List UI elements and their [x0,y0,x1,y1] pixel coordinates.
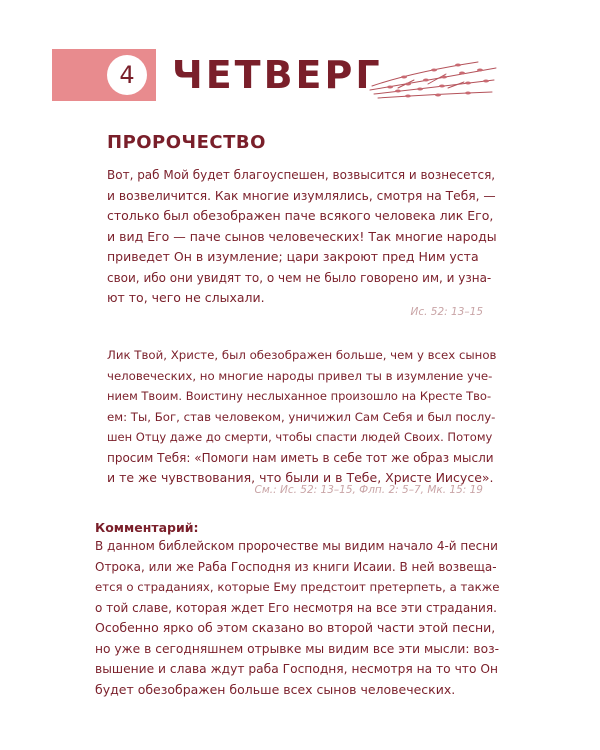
prayer-text [107,345,497,489]
text-line: свои, ибо они увидят то, о чем не было говорено им, и узна- [107,270,492,285]
commentary-title: Комментарий: [95,520,199,535]
section-title: ПРОРОЧЕСТВО [107,132,266,153]
text-line: но уже в сегодняшнем отрывке мы видим все эти мысли: воз- [95,641,500,656]
prophecy-reference: Ис. 52: 13–15 [410,306,483,318]
text-line: и возвеличится. Как многие изумлялись, смотря на Тебя, — [107,188,496,203]
prophecy-text [107,165,497,309]
text-line: Лик Твой, Христе, был обезображен больше, чем у всех сынов [107,348,497,362]
text-line: нием Твоим. Воистину неслыханное произошло на Кресте Тво- [107,389,492,403]
text-line: просим Тебя: «Помоги нам иметь в себе тот же образ мысли [107,450,494,465]
day-number-badge: 4 [107,55,147,95]
text-line: Особенно ярко об этом сказано во второй части этой песни, [95,620,496,635]
text-line: В данном библейском пророчестве мы видим начало 4-й песни [95,539,498,553]
text-line: ют то, чего не слыхали. [107,290,265,305]
prayer-reference: См.: Ис. 52: 13–15, Флп. 2: 5–7, Мк. 15: 19 [254,484,483,496]
text-line: и вид Его — паче сынов человеческих! Так многие народы [107,228,497,244]
commentary-text [95,536,500,700]
text-line: приведет Он в изумление; цари закроют пред Ним уста [107,249,479,264]
text-line: Отрока, или же Раба Господня из книги Исаии. В ней возвеща- [95,559,497,574]
day-title: ЧЕТВЕРГ [172,53,383,97]
text-line: вышение и слава ждут раба Господня, несмотря на то что Он [95,662,498,676]
willow-branch-icon [368,58,498,102]
text-line: ется о страданиях, которые Ему предстоит претерпеть, а также [95,580,500,594]
text-line: шен Отцу даже до смерти, чтобы спасти людей Своих. Потому [107,430,493,444]
text-line: человеческих, но многие народы привел ты в изумление уче- [107,368,493,383]
text-line: и те же чувствования, что были и в Тебе, Христе Иисусе». [107,470,494,485]
text-line: столько был обезображен паче всякого человека лик Его, [107,208,494,223]
text-line: ем: Ты, Бог, став человеком, уничижил Сам Себя и был послу- [107,409,496,424]
text-line: Вот, раб Мой будет благоуспешен, возвысится и вознесется, [107,168,496,182]
text-line: о той славе, которая ждет Его несмотря на все эти страдания. [95,600,497,615]
text-line: будет обезображен больше всех сынов человеческих. [95,681,456,697]
